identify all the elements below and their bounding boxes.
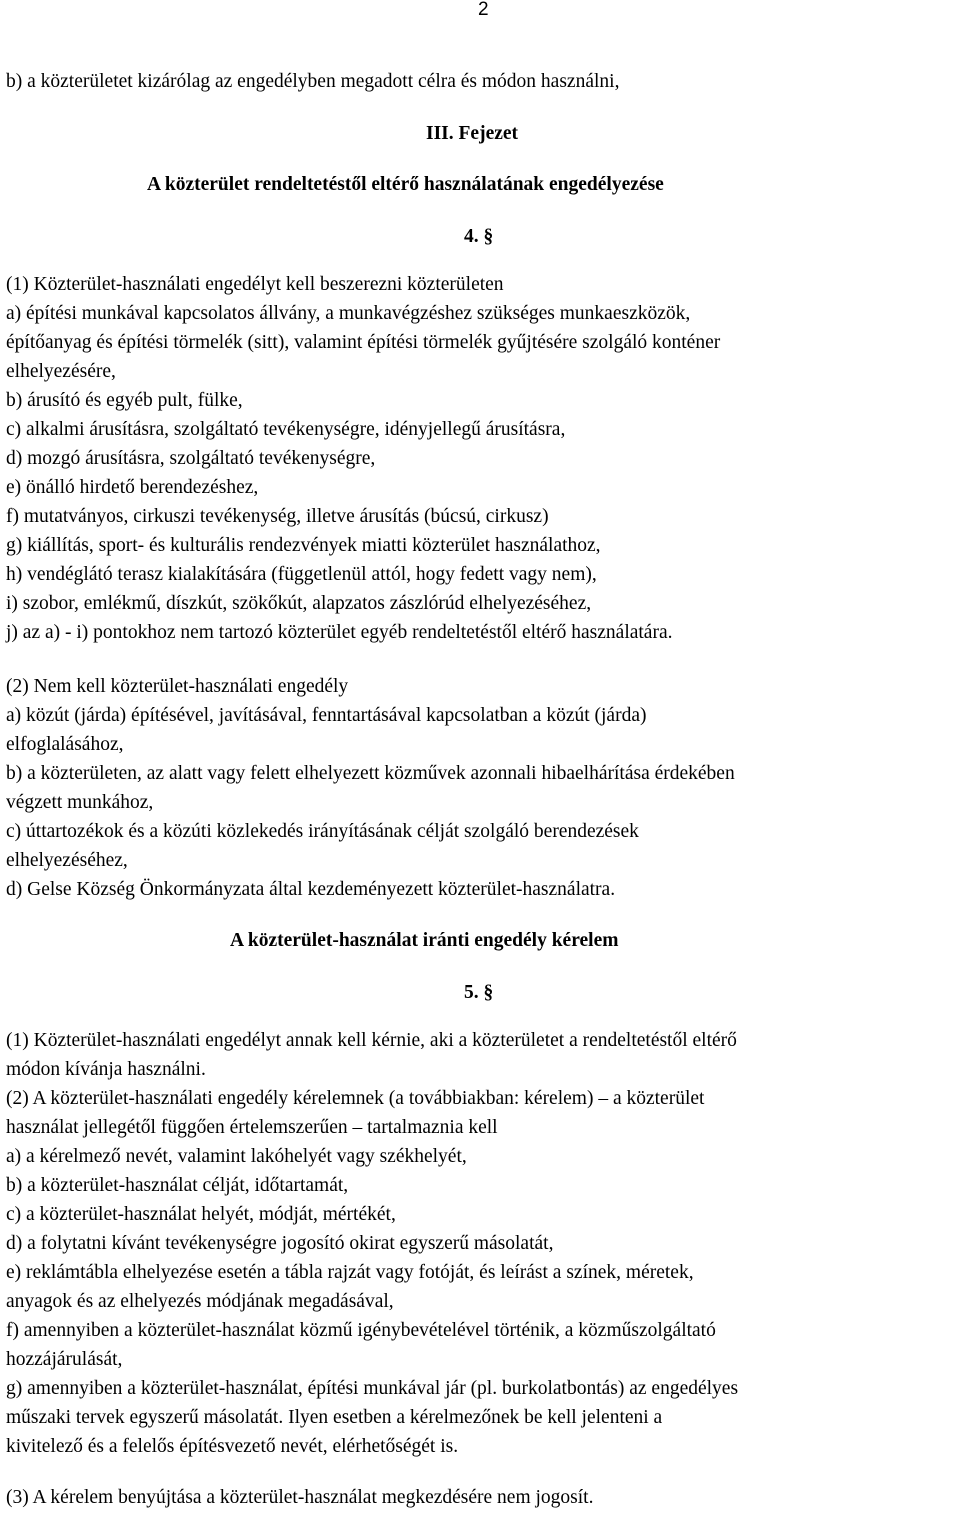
list-item: elhelyezéséhez, — [6, 850, 128, 871]
list-item: b) árusító és egyéb pult, fülke, — [6, 390, 243, 411]
list-item: d) a folytatni kívánt tevékenységre jogosító okirat egyszerű másolatát, — [6, 1233, 554, 1254]
list-item: c) úttartozékok és a közúti közlekedés irányításának célját szolgáló berendezések — [6, 821, 639, 842]
paragraph-line: (2) A közterület-használati engedély kérelemnek (a továbbiakban: kérelem) – a közterület — [6, 1088, 705, 1109]
paragraph-line: módon kívánja használni. — [6, 1059, 206, 1080]
paragraph-line: (3) A kérelem benyújtása a közterület-használat megkezdésére nem jogosít. — [6, 1487, 594, 1508]
list-item: j) az a) - i) pontokhoz nem tartozó közterület egyéb rendeltetéstől eltérő használatára. — [6, 622, 673, 643]
list-item: g) kiállítás, sport- és kulturális rendezvények miatti közterület használathoz, — [6, 535, 601, 556]
page-number: 2 — [478, 0, 489, 20]
list-item: elfoglalásához, — [6, 734, 124, 755]
list-item: e) reklámtábla elhelyezése esetén a tábla rajzát vagy fotóját, és leírást a színek, méretek, — [6, 1262, 694, 1283]
list-item: d) mozgó árusításra, szolgáltató tevékenységre, — [6, 448, 376, 469]
section-4-heading: 4. § — [464, 226, 494, 247]
paragraph-line: (1) Közterület-használati engedélyt kell beszerezni közterületen — [6, 274, 504, 295]
list-item: kivitelező és a felelős építésvezető nevét, elérhetőségét is. — [6, 1436, 459, 1457]
section-5-heading: 5. § — [464, 982, 494, 1003]
list-item: műszaki tervek egyszerű másolatát. Ilyen esetben a kérelmezőnek be kell jelenteni a — [6, 1407, 663, 1428]
list-item: b) a közterületen, az alatt vagy felett elhelyezett közművek azonnali hibaelhárítása érdekében — [6, 763, 735, 784]
subtitle: A közterület-használat iránti engedély kérelem — [230, 930, 619, 951]
list-item: g) amennyiben a közterület-használat, építési munkával jár (pl. burkolatbontás) az engedélyes — [6, 1378, 739, 1399]
paragraph-line: használat jellegétől függően értelemszerűen – tartalmaznia kell — [6, 1117, 498, 1138]
list-item: c) alkalmi árusításra, szolgáltató tevékenységre, idényjellegű árusításra, — [6, 419, 566, 440]
list-item: b) a közterület-használat célját, időtartamát, — [6, 1175, 349, 1196]
list-item: i) szobor, emlékmű, díszkút, szökőkút, alapzatos zászlórúd elhelyezéséhez, — [6, 593, 592, 614]
list-item: f) mutatványos, cirkuszi tevékenység, illetve árusítás (búcsú, cirkusz) — [6, 506, 549, 527]
paragraph-line: (2) Nem kell közterület-használati engedély — [6, 676, 349, 697]
paragraph-line: a) építési munkával kapcsolatos állvány, a munkavégzéshez szükséges munkaeszközök, — [6, 303, 691, 324]
list-item: c) a közterület-használat helyét, módját, mértékét, — [6, 1204, 396, 1225]
paragraph-line: építőanyag és építési törmelék (sitt), valamint építési törmelék gyűjtésére szolgáló konténer — [6, 332, 721, 353]
chapter-title: A közterület rendeltetéstől eltérő használatának engedélyezése — [147, 174, 664, 195]
intro-line: b) a közterületet kizárólag az engedélyben megadott célra és módon használni, — [6, 71, 620, 92]
list-item: hozzájárulását, — [6, 1349, 123, 1370]
list-item: a) a kérelmező nevét, valamint lakóhelyét vagy székhelyét, — [6, 1146, 467, 1167]
chapter-number: III. Fejezet — [426, 123, 519, 144]
paragraph-line: elhelyezésére, — [6, 361, 116, 382]
list-item: a) közút (járda) építésével, javításával, fenntartásával kapcsolatban a közút (járda) — [6, 705, 647, 726]
list-item: f) amennyiben a közterület-használat közmű igénybevételével történik, a közműszolgáltató — [6, 1320, 716, 1341]
list-item: e) önálló hirdető berendezéshez, — [6, 477, 259, 498]
list-item: d) Gelse Község Önkormányzata által kezdeményezett közterület-használatra. — [6, 879, 616, 900]
list-item: h) vendéglátó terasz kialakítására (függetlenül attól, hogy fedett vagy nem), — [6, 564, 597, 585]
paragraph-line: (1) Közterület-használati engedélyt annak kell kérnie, aki a közterületet a rendeltetéstől eltérő — [6, 1030, 737, 1051]
list-item: végzett munkához, — [6, 792, 154, 813]
list-item: anyagok és az elhelyezés módjának megadásával, — [6, 1291, 394, 1312]
